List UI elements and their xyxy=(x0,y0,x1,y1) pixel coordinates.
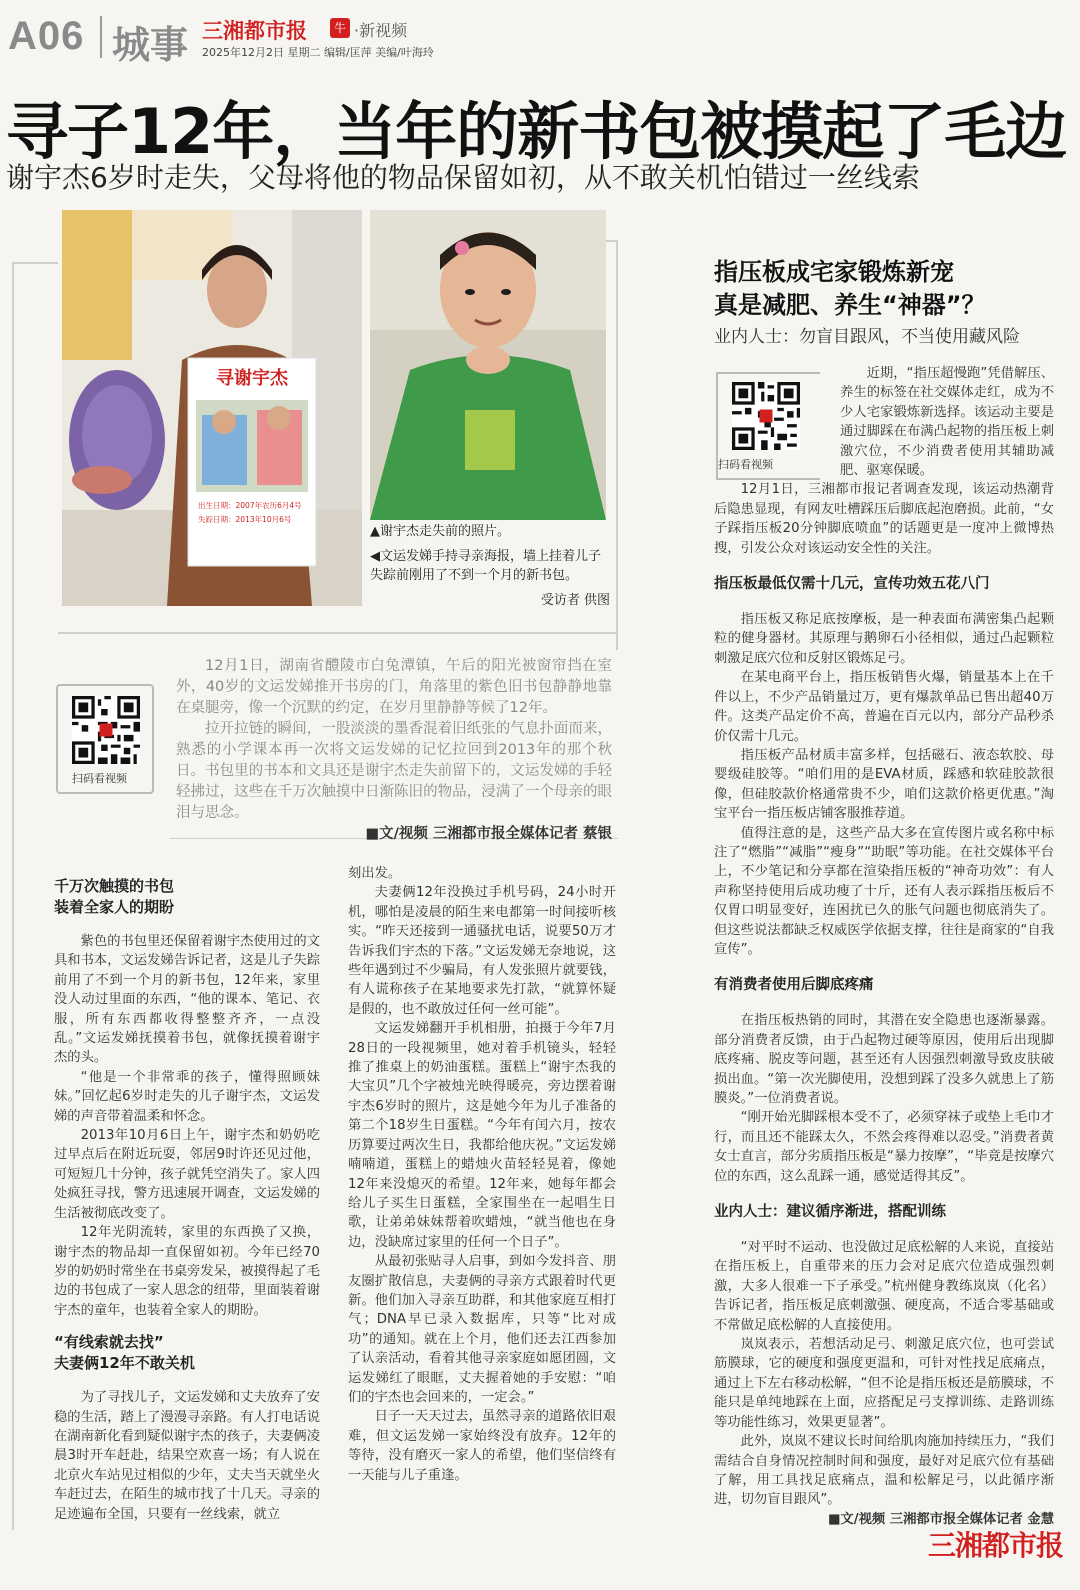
body-paragraph: 在某电商平台上，指压板销售火爆，销量基本上在千件以上，不少产品销量过万，更有爆款单品已售出超40万件。这类产品定价不高，普遍在百元以内，部分产品秒杀价仅需十几元。 xyxy=(714,670,1054,744)
caption-child: ▲谢宇杰走失前的照片。 xyxy=(370,524,510,539)
body-paragraph: 文运发娣翻开手机相册，拍摄于今年7月28日的一段视频里，她对着手机镜头，轻轻推了推桌上的奶油蛋糕。蛋糕上“谢宇杰我的大宝贝”几个字被烛光映得暖亮，旁边摆着谢宇杰6岁时的照片，这是她今年为儿子准备的第二个18岁生日蛋糕。“今年有闰六月，按农历算要过两次生日，我都给他庆祝。”文运发娣喃喃道，蛋糕上的蜡烛火苗轻轻晃着，像她12年来没熄灭的希望。12年来，她每年都会给儿子买生日蛋糕，全家围坐在一起唱生日歌，让弟弟妹妹帮着吹蜡烛，“就当他也在身边，没缺席过家里的任何一个日子”。 xyxy=(348,1021,616,1250)
right-article-title: 指压板成宅家锻炼新宠 真是减肥、养生“神器”？ xyxy=(714,258,986,319)
intro-byline: ■文/视频 三湘都市报全媒体记者 蔡银 xyxy=(365,826,612,842)
right-byline: ■文/视频 三湘都市报全媒体记者 金慧 xyxy=(827,1511,1054,1527)
body-paragraph: 在指压板热销的同时，其潜在安全隐患也逐渐暴露。部分消费者反馈，由于凸起物过硬等原因，使用后出现脚底疼痛、脱皮等问题，甚至还有人因强烈刺激导致皮肤破损出血。“第一次光脚使用，没想到踩了没多久就患上了筋膜炎。”一位消费者说。 xyxy=(714,1013,1054,1106)
body-paragraph: 从最初张贴寻人启事，到如今发抖音、朋友圈扩散信息，夫妻俩的寻亲方式跟着时代更新。他们加入寻亲互助群，和其他家庭互相打气；DNA早已录入数据库，只等“比对成功”的通知。就在上个月，他们还去江西参加了认亲活动，看着其他寻亲家庭如愿团圆，文运发娣红了眼眶，丈夫握着她的手安慰：“咱们的宇杰也会回来的，一定会。” xyxy=(348,1254,616,1405)
photo-mother-with-poster xyxy=(62,210,362,606)
right-article-body xyxy=(714,364,1054,1529)
body-paragraph: 指压板又称足底按摩板，是一种表面布满密集凸起颗粒的健身器材。其原理与鹅卵石小径相似，通过凸起颗粒刺激足底穴位和反射区锻炼足弓。 xyxy=(714,612,1054,666)
body-paragraph: 指压板产品材质丰富多样，包括磁石、液态软胶、母婴级硅胶等。“咱们用的是EVA材质，踩感和软硅胶款很像，但硅胶款价格通常贵不少，咱们这款价格更优惠。”淘宝平台一指压板店铺客服推荐道。 xyxy=(714,747,1054,822)
right-article-subtitle: 业内人士：勿盲目跟风，不当使用藏风险 xyxy=(714,327,1020,347)
subheading-pain: 有消费者使用后脚底疼痛 xyxy=(714,977,874,994)
body-paragraph: 12月1日，三湘都市报记者调查发现，该运动热潮背后隐患显现，有网友吐槽踩压后脚底起泡磨损。此前，“女子踩指压板20分钟脚底喷血”的话题更是一度冲上微博热搜，引发公众对该运动安全性的关注。 xyxy=(714,482,1054,556)
subheading-price: 指压板最低仅需十几元，宣传功效五花八门 xyxy=(714,576,990,593)
headline: 寻子12年，当年的新书包被摸起了毛边 xyxy=(6,95,1067,168)
qr-label: 扫码看视频 xyxy=(72,772,127,785)
body-paragraph: 近期，“指压超慢跑”凭借解压、养生的标签在社交媒体走红，成为不少人宅家锻炼新选择。该运动主要是通过脚踩在布满凸起物的指压板上刺激穴位，不少消费者使用其辅助减肥、驱寒保暖。 xyxy=(840,366,1054,479)
article-intro xyxy=(176,656,612,845)
body-paragraph: 岚岚表示，若想活动足弓、刺激足底穴位，也可尝试筋膜球，它的硬度和强度更温和，可针对性找足底痛点，通过上下左右移动松解，“但不论是指压板还是筋膜球，不能只是单纯地踩在上面，应搭配足弓支撑训练、走路训练等功能性练习，效果更显著”。 xyxy=(714,1337,1054,1430)
qr-code-icon[interactable] xyxy=(72,696,140,764)
section-name: 城事 xyxy=(112,23,189,67)
body-paragraph: 夫妻俩12年没换过手机号码，24小时开机，哪怕是凌晨的陌生来电都第一时间接听核实。“昨天还接到一通骚扰电话，说要50万才告诉我们宇杰的下落。”文运发娣无奈地说，这些年遇到过不少骗局，有人发张照片就要钱，有人谎称孩子在某地要求先打款，“就算怀疑是假的，也不敢放过任何一丝可能”。 xyxy=(348,885,616,1017)
photo-child xyxy=(370,210,606,520)
intro-paragraph: 拉开拉链的瞬间，一股淡淡的墨香混着旧纸张的气息扑面而来，熟悉的小学课本再一次将文运发娣的记忆拉回到2013年的那个秋日。书包里的书本和文具还是谢宇杰走失前留下的，文运发娣的手轻轻拂过，这些在千万次触摸中日渐陈旧的物品，浸满了一个母亲的眼泪与思念。 xyxy=(176,721,612,821)
section-rule xyxy=(58,632,618,634)
body-paragraph: 为了寻找儿子，文运发娣和丈夫放弃了安稳的生活，踏上了漫漫寻亲路。有人打电话说在湖南新化看到疑似谢宇杰的孩子，夫妻俩凌晨3时开车赶赴，结果空欢喜一场；有人说在北京火车站见过相似的少年，丈夫当天就坐火车赶过去，在陌生的城市找了十几天。寻亲的足迹遍布全国，只要有一丝线索，就立 xyxy=(54,1390,320,1522)
qr-code-box-left[interactable] xyxy=(56,684,154,794)
photo-captions xyxy=(370,522,610,616)
header-divider xyxy=(100,16,102,58)
article-frame-left xyxy=(12,262,58,1530)
subheading-advice: 业内人士：建议循序渐进，搭配训练 xyxy=(714,1204,946,1221)
body-paragraph: 12年光阴流转，家里的东西换了又换，谢宇杰的物品却一直保留如初。今年已经70岁的奶奶时常坐在书桌旁发呆，被摸得起了毛边的书包成了一家人思念的纽带，里面装着谢宇杰的童年，也装着全家人的期盼。 xyxy=(54,1225,320,1318)
poster-birth-date: 出生日期：2007年农历6月4号 xyxy=(198,501,302,510)
intro-paragraph: 12月1日，湖南省醴陵市白兔潭镇，午后的阳光被窗帘挡在室外，40岁的文运发娣推开书房的门，角落里的紫色旧书包静静地靠在桌腿旁，像一个沉默的约定，在岁月里静静等候了12年。 xyxy=(176,658,612,716)
body-paragraph: 刻出发。 xyxy=(348,866,402,881)
qr-label: 扫码看视频 xyxy=(718,458,773,471)
issue-meta: 2025年12月2日 星期二 编辑/匡萍 美编/叶海玲 xyxy=(202,46,434,59)
bottom-brand-logo: 三湘都市报 xyxy=(928,1529,1064,1562)
body-paragraph: 2013年10月6日上午，谢宇杰和奶奶吃过早点后在附近玩耍，邻居9时许还见过他，可短短几十分钟，孩子就凭空消失了。家人四处疯狂寻找，警方迅速展开调查，文运发娣的生活被彻底改变了。 xyxy=(54,1128,320,1221)
subheading-phone-on: “有线索就去找” 夫妻俩12年不敢关机 xyxy=(54,1333,195,1373)
article-column-1 xyxy=(54,876,320,1524)
article-column-2 xyxy=(348,864,616,1485)
video-label: ·新视频 xyxy=(354,21,408,40)
subheading-schoolbag: 千万次触摸的书包 装着全家人的期盼 xyxy=(54,877,175,916)
body-paragraph: “对平时不运动、也没做过足底松解的人来说，直接站在指压板上，自重带来的压力会对足底穴位造成强烈刺激，大多人很难一下子承受。”杭州健身教练岚岚（化名）告诉记者，指压板足底刺激强、硬度高，不适合零基础或不常做足底松解的人直接使用。 xyxy=(714,1240,1054,1333)
body-paragraph: 日子一天天过去，虽然寻亲的道路依旧艰难，但文运发娣一家始终没有放弃。12年的等待，没有磨灭一家人的希望，他们坚信终有一天能与儿子重逢。 xyxy=(348,1409,616,1483)
photo-credit: 受访者 供图 xyxy=(540,593,610,608)
subheadline: 谢宇杰6岁时走失，父母将他的物品保留如初，从不敢关机怕错过一丝线索 xyxy=(6,161,920,194)
newspaper-brand: 三湘都市报 xyxy=(202,19,307,43)
page-number: A06 xyxy=(8,14,85,58)
caption-mother: ◀文运发娣手持寻亲海报，墙上挂着儿子失踪前刚用了不到一个月的新书包。 xyxy=(370,549,601,583)
body-paragraph: 值得注意的是，这些产品大多在宣传图片或名称中标注了“燃脂”“减脂”“瘦身”“助眠”等功能。在社交媒体平台上，不少笔记和分享都在渲染指压板的“神奇功效”：有人声称坚持使用后成功瘦了十斤，还有人表示踩指压板后不仅胃口明显变好，连困扰已久的胀气问题也彻底消失了。但这些说法都缺乏权威医学依据支撑，往往是商家的“自我宣传”。 xyxy=(714,825,1054,957)
body-paragraph: 此外，岚岚不建议长时间给肌肉施加持续压力，“我们需结合自身情况控制时间和强度，最好对足底穴位有基础了解，用工具找足底痛点，温和松解足弓，以此循序渐进，切勿盲目跟风”。 xyxy=(714,1434,1054,1508)
body-paragraph: 紫色的书包里还保留着谢宇杰使用过的文具和书本，文运发娣告诉记者，这是儿子失踪前用了不到一个月的新书包，12年来，家里没人动过里面的东西，“他的课本、笔记、衣服，所有东西都收得整整齐齐，一点没乱。”文运发娣抚摸着书包，就像抚摸着谢宇杰的头。 xyxy=(54,934,320,1066)
brand-logo-icon: 牛 xyxy=(330,18,350,38)
poster-lost-date: 失踪日期：2013年10月6号 xyxy=(198,515,292,524)
body-paragraph: “他是一个非常乖的孩子，懂得照顾妹妹。”回忆起6岁时走失的儿子谢宇杰，文运发娣的声音带着温柔和怀念。 xyxy=(54,1069,320,1124)
poster-title: 寻谢宇杰 xyxy=(216,368,288,389)
body-paragraph: “刚开始光脚踩根本受不了，必须穿袜子或垫上毛巾才行，而且还不能踩太久，不然会疼得难以忍受。”消费者黄女士直言，部分劣质指压板是“暴力按摩”，“毕竟是按摩穴位的东西，这么乱踩一通，感觉适得其反”。 xyxy=(714,1110,1054,1184)
